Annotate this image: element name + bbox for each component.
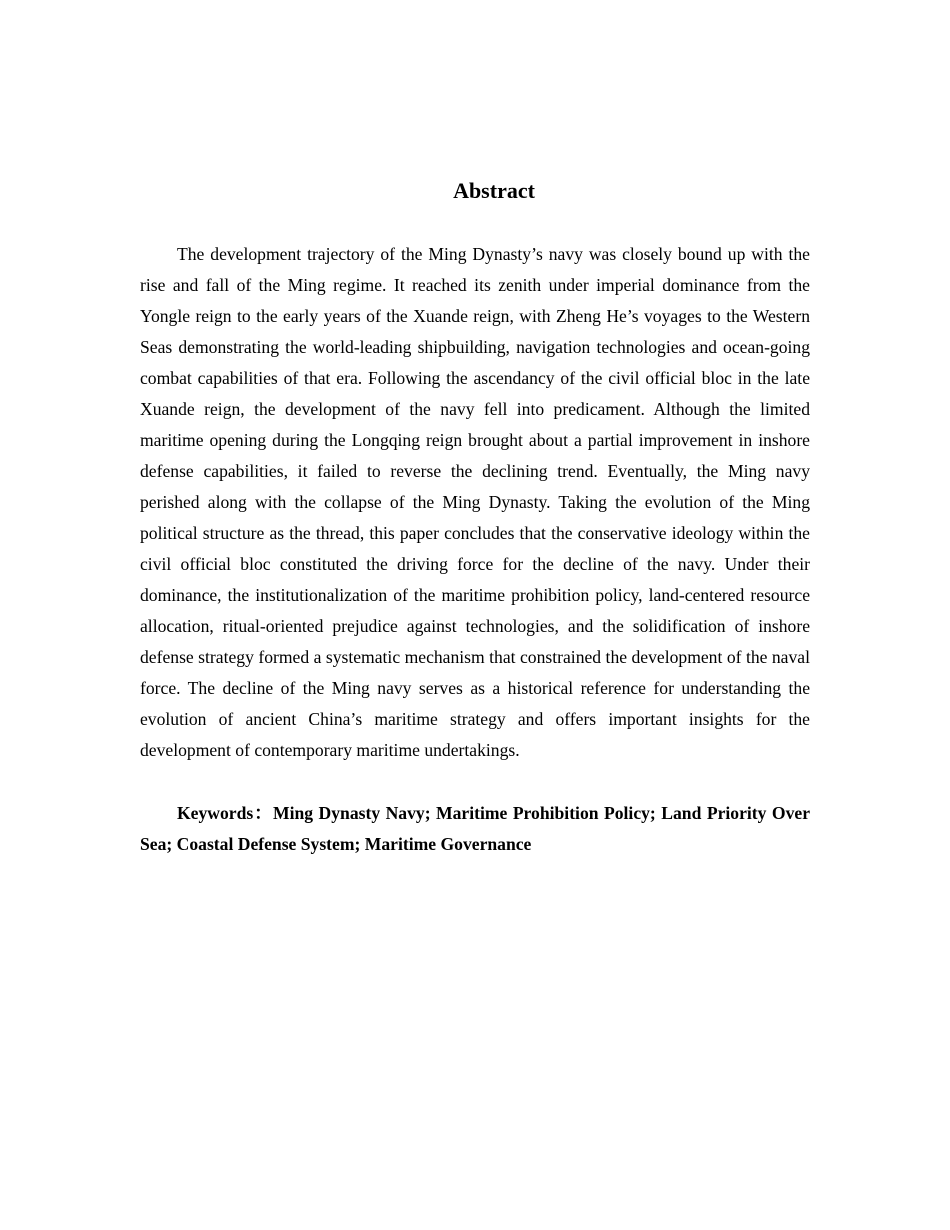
keywords-paragraph: [140, 798, 810, 860]
abstract-title: Abstract: [453, 178, 535, 203]
keywords-label: Keywords：: [177, 803, 273, 823]
keywords-list: Ming Dynasty Navy; Maritime Prohibition Policy; Land Priority Over Sea; Coastal Defense System; Maritime Governance: [140, 803, 811, 854]
abstract-paragraph: The development trajectory of the Ming Dynasty’s navy was closely bound up with the rise and fall of the Ming regime. It reached its zenith under imperial dominance from the Yongle reign to the early years of the Xuande reign, with Zheng He’s voyages to the Western Seas demonstrating the world-leading shipbuilding, navigation technologies and ocean-going combat capabilities of that era. Following the ascendancy of the civil official bloc in the late Xuande reign, the development of the navy fell into predicament. Although the limited maritime opening during the Longqing reign brought about a partial improvement in inshore defense capabilities, it failed to reverse the declining trend. Eventually, the Ming navy perished along with the collapse of the Ming Dynasty. Taking the evolution of the Ming political structure as the thread, this paper concludes that the conservative ideology within the civil official bloc constituted the driving force for the decline of the navy. Under their dominance, the institutionalization of the maritime prohibition policy, land-centered resource allocation, ritual-oriented prejudice against technologies, and the solidification of inshore defense strategy formed a systematic mechanism that constrained the development of the naval force. The decline of the Ming navy serves as a historical reference for understanding the evolution of ancient China’s maritime strategy and offers important insights for the development of contemporary maritime undertakings.: [140, 244, 810, 760]
